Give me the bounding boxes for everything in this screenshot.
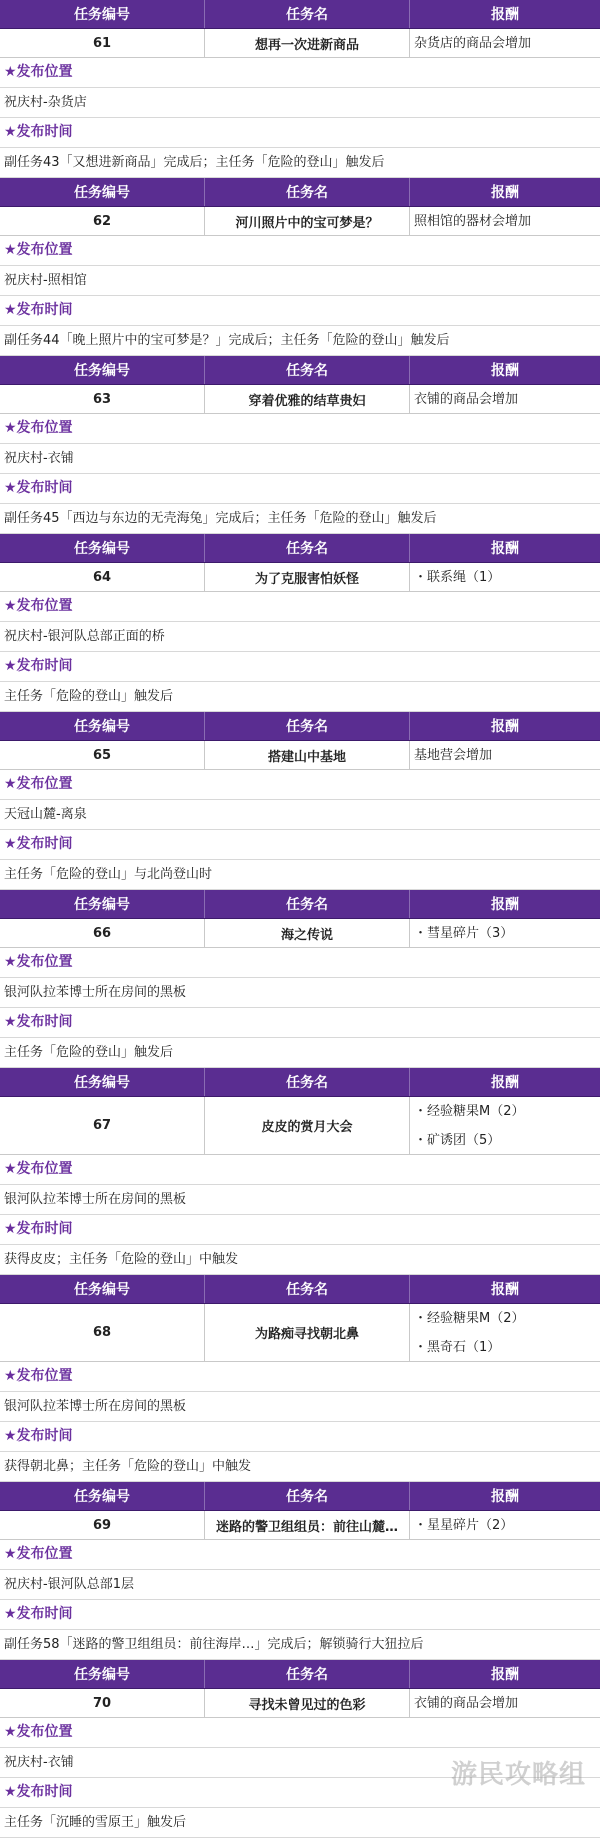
quest-rewards	[410, 919, 600, 947]
table-row	[0, 919, 600, 948]
location-value: 祝庆村-银河队总部正面的桥	[0, 622, 600, 652]
quest-rewards	[410, 1097, 600, 1154]
time-label: ★发布时间	[0, 1778, 600, 1808]
table-header-row	[0, 1275, 600, 1304]
quest-id: 66	[0, 919, 205, 947]
time-label: ★发布时间	[0, 296, 600, 326]
time-label: ★发布时间	[0, 1600, 600, 1630]
table-header-row	[0, 356, 600, 385]
location-value: 银河队拉苯博士所在房间的黑板	[0, 1392, 600, 1422]
header-id: 任务编号	[0, 356, 205, 384]
reward-item: ・经验糖果M（2）	[414, 1097, 600, 1126]
quest-id: 64	[0, 563, 205, 591]
location-label: ★发布位置	[0, 58, 600, 88]
header-reward: 报酬	[410, 356, 600, 384]
header-id: 任务编号	[0, 1482, 205, 1510]
reward-item: ・经验糖果M（2）	[414, 1304, 600, 1333]
header-reward: 报酬	[410, 178, 600, 206]
reward-item: ・彗星碎片（3）	[414, 919, 600, 947]
location-label: ★发布位置	[0, 1718, 600, 1748]
table-header-row	[0, 712, 600, 741]
quest-id: 61	[0, 29, 205, 57]
quest-block	[0, 178, 600, 356]
quest-block	[0, 712, 600, 890]
header-name: 任务名	[205, 1660, 410, 1688]
quest-id: 62	[0, 207, 205, 235]
table-row	[0, 207, 600, 236]
quest-block	[0, 534, 600, 712]
time-label: ★发布时间	[0, 1215, 600, 1245]
table-row	[0, 741, 600, 770]
time-value: 主任务「沉睡的雪原王」触发后	[0, 1808, 600, 1838]
table-row	[0, 385, 600, 414]
quest-block	[0, 1068, 600, 1275]
quest-id: 67	[0, 1097, 205, 1154]
header-id: 任务编号	[0, 534, 205, 562]
time-label: ★发布时间	[0, 652, 600, 682]
table-row	[0, 1511, 600, 1540]
quest-name: 寻找未曾见过的色彩	[205, 1689, 410, 1717]
quest-id: 69	[0, 1511, 205, 1539]
quest-name: 想再一次进新商品	[205, 29, 410, 57]
quest-name: 河川照片中的宝可梦是？	[205, 207, 410, 235]
table-row	[0, 1097, 600, 1155]
header-reward: 报酬	[410, 1068, 600, 1096]
reward-item: 衣铺的商品会增加	[414, 1689, 600, 1717]
quest-id: 70	[0, 1689, 205, 1717]
table-row	[0, 1304, 600, 1362]
header-name: 任务名	[205, 1482, 410, 1510]
table-header-row	[0, 1482, 600, 1511]
location-label: ★发布位置	[0, 414, 600, 444]
location-value: 祝庆村-杂货店	[0, 88, 600, 118]
time-value: 主任务「危险的登山」触发后	[0, 1038, 600, 1068]
table-header-row	[0, 178, 600, 207]
quest-name: 迷路的警卫组组员：前往山麓…	[205, 1511, 410, 1539]
reward-item: ・矿诱团（5）	[414, 1126, 600, 1155]
header-id: 任务编号	[0, 178, 205, 206]
header-reward: 报酬	[410, 890, 600, 918]
time-value: 副任务44「晚上照片中的宝可梦是？」完成后；主任务「危险的登山」触发后	[0, 326, 600, 356]
reward-item: 杂货店的商品会增加	[414, 29, 600, 57]
header-name: 任务名	[205, 356, 410, 384]
location-value: 银河队拉苯博士所在房间的黑板	[0, 978, 600, 1008]
location-value: 祝庆村-银河队总部1层	[0, 1570, 600, 1600]
location-label: ★发布位置	[0, 770, 600, 800]
table-row	[0, 1689, 600, 1718]
header-reward: 报酬	[410, 1660, 600, 1688]
quest-name: 搭建山中基地	[205, 741, 410, 769]
location-value: 祝庆村-衣铺	[0, 444, 600, 474]
location-value: 天冠山麓-离泉	[0, 800, 600, 830]
time-value: 副任务58「迷路的警卫组组员：前往海岸…」完成后；解锁骑行大狃拉后	[0, 1630, 600, 1660]
header-id: 任务编号	[0, 0, 205, 28]
table-header-row	[0, 890, 600, 919]
quest-name: 为了克服害怕妖怪	[205, 563, 410, 591]
location-value: 祝庆村-照相馆	[0, 266, 600, 296]
header-name: 任务名	[205, 712, 410, 740]
quest-rewards	[410, 29, 600, 57]
quest-block	[0, 356, 600, 534]
quest-id: 63	[0, 385, 205, 413]
header-name: 任务名	[205, 1275, 410, 1303]
time-value: 主任务「危险的登山」与北尚登山时	[0, 860, 600, 890]
time-value: 主任务「危险的登山」触发后	[0, 682, 600, 712]
header-id: 任务编号	[0, 1660, 205, 1688]
header-reward: 报酬	[410, 0, 600, 28]
quest-id: 65	[0, 741, 205, 769]
location-label: ★发布位置	[0, 1155, 600, 1185]
header-reward: 报酬	[410, 712, 600, 740]
location-label: ★发布位置	[0, 592, 600, 622]
table-header-row	[0, 534, 600, 563]
location-value: 祝庆村-衣铺	[0, 1748, 600, 1778]
header-name: 任务名	[205, 534, 410, 562]
reward-item: 基地营会增加	[414, 741, 600, 769]
time-label: ★发布时间	[0, 474, 600, 504]
quest-rewards	[410, 1689, 600, 1717]
header-id: 任务编号	[0, 890, 205, 918]
location-label: ★发布位置	[0, 948, 600, 978]
watermark: 游民攻略组	[451, 1754, 586, 1791]
location-label: ★发布位置	[0, 236, 600, 266]
time-label: ★发布时间	[0, 1422, 600, 1452]
quest-block	[0, 890, 600, 1068]
reward-item: ・黑奇石（1）	[414, 1333, 600, 1362]
quest-rewards	[410, 1511, 600, 1539]
location-label: ★发布位置	[0, 1362, 600, 1392]
quest-name: 为路痴寻找朝北鼻	[205, 1304, 410, 1361]
location-value: 银河队拉苯博士所在房间的黑板	[0, 1185, 600, 1215]
reward-item: ・星星碎片（2）	[414, 1511, 600, 1539]
time-value: 获得皮皮；主任务「危险的登山」中触发	[0, 1245, 600, 1275]
quest-rewards	[410, 563, 600, 591]
header-name: 任务名	[205, 890, 410, 918]
header-reward: 报酬	[410, 534, 600, 562]
reward-item: 照相馆的器材会增加	[414, 207, 600, 235]
location-label: ★发布位置	[0, 1540, 600, 1570]
time-label: ★发布时间	[0, 830, 600, 860]
quest-block	[0, 1275, 600, 1482]
time-label: ★发布时间	[0, 1008, 600, 1038]
quest-rewards	[410, 741, 600, 769]
quest-rewards	[410, 207, 600, 235]
table-header-row	[0, 0, 600, 29]
header-name: 任务名	[205, 178, 410, 206]
table-header-row	[0, 1660, 600, 1689]
quest-rewards	[410, 1304, 600, 1361]
time-label: ★发布时间	[0, 118, 600, 148]
quest-rewards	[410, 385, 600, 413]
header-name: 任务名	[205, 1068, 410, 1096]
quest-id: 68	[0, 1304, 205, 1361]
quest-name: 海之传说	[205, 919, 410, 947]
time-value: 获得朝北鼻；主任务「危险的登山」中触发	[0, 1452, 600, 1482]
quest-block	[0, 1660, 600, 1838]
quest-block	[0, 0, 600, 178]
header-reward: 报酬	[410, 1275, 600, 1303]
header-reward: 报酬	[410, 1482, 600, 1510]
quest-name: 穿着优雅的结草贵妇	[205, 385, 410, 413]
time-value: 副任务43「又想进新商品」完成后；主任务「危险的登山」触发后	[0, 148, 600, 178]
table-header-row	[0, 1068, 600, 1097]
time-value: 副任务45「西边与东边的无壳海兔」完成后；主任务「危险的登山」触发后	[0, 504, 600, 534]
header-id: 任务编号	[0, 1068, 205, 1096]
quest-name: 皮皮的赏月大会	[205, 1097, 410, 1154]
table-row	[0, 563, 600, 592]
header-id: 任务编号	[0, 1275, 205, 1303]
table-row	[0, 29, 600, 58]
header-id: 任务编号	[0, 712, 205, 740]
header-name: 任务名	[205, 0, 410, 28]
reward-item: ・联系绳（1）	[414, 563, 600, 591]
reward-item: 衣铺的商品会增加	[414, 385, 600, 413]
quest-block	[0, 1482, 600, 1660]
